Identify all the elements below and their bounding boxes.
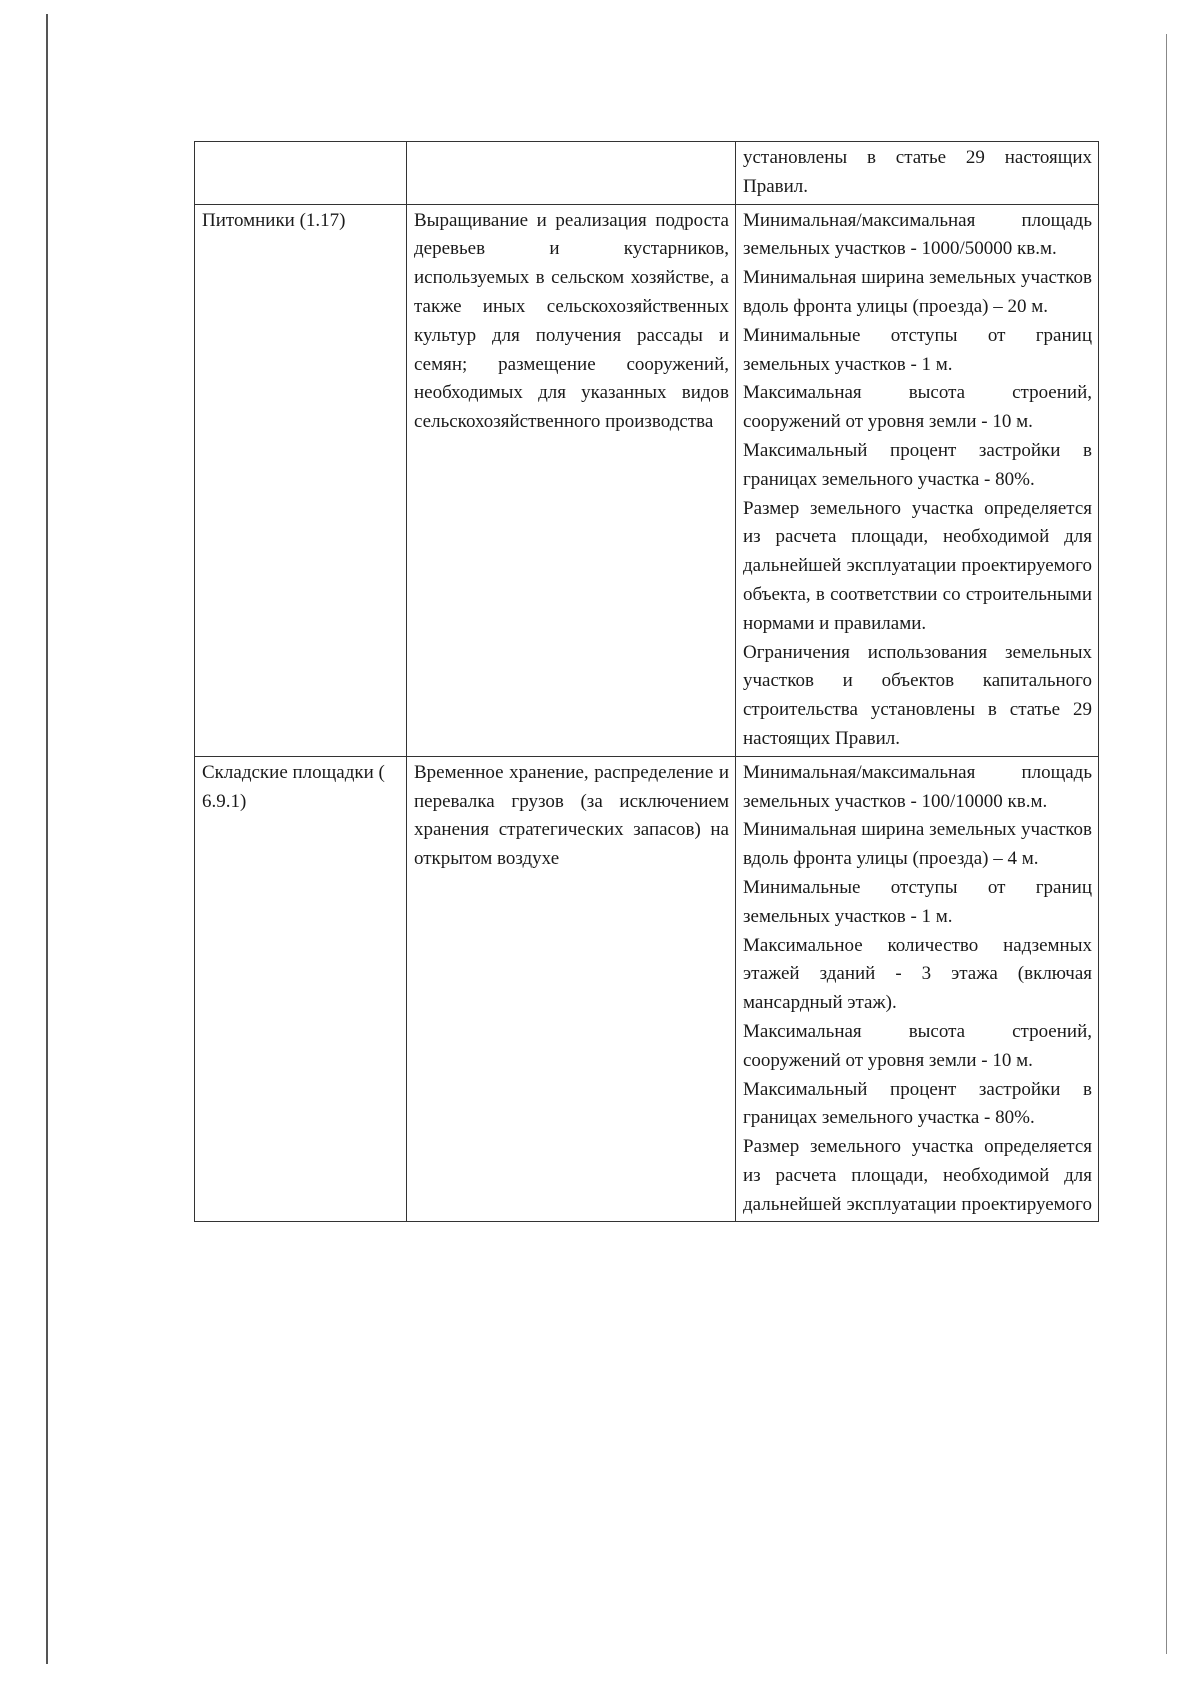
table-row — [195, 204, 1099, 756]
table-row — [195, 756, 1099, 1222]
parameter-text: Минимальная ширина земельных участков вдоль фронта улицы (проезда) – 4 м. — [743, 819, 1092, 870]
parameter-text: Максимальная высота строений, сооружений от уровня земли - 10 м. — [743, 1020, 1092, 1071]
table-row — [195, 142, 1099, 205]
parameter-text: Максимальный процент застройки в границах земельного участка - 80%. — [743, 1078, 1092, 1129]
use-type-cell: Складские площадки ( 6.9.1) — [195, 756, 407, 1222]
parameter-text: Минимальная/максимальная площадь земельных участков - 1000/50000 кв.м. — [743, 209, 1092, 260]
use-description-cell: Выращивание и реализация подроста деревьев и кустарников, используемых в сельском хозяйстве, а также иных сельскохозяйственных культур для получения рассады и семян; размещение сооружений, необходимых для указанных видов сельскохозяйственного производства — [407, 204, 736, 756]
parameter-text: Максимальный процент застройки в границах земельного участка - 80%. — [743, 439, 1092, 490]
land-use-table — [194, 141, 1099, 1222]
parameter-text: Размер земельного участка определяется из расчета площади, необходимой для дальнейшей эксплуатации проектируемого объекта, в соответствии со строительными нормами и правилами. — [743, 497, 1092, 634]
use-type-cell — [195, 142, 407, 205]
parameter-text: установлены в статье 29 настоящих Правил. — [743, 147, 1092, 197]
parameter-text: Минимальная ширина земельных участков вдоль фронта улицы (проезда) – 20 м. — [743, 267, 1092, 317]
parameter-text: Минимальные отступы от границ земельных участков - 1 м. — [743, 876, 1092, 927]
parameter-text: Минимальные отступы от границ земельных участков - 1 м. — [743, 324, 1092, 375]
parameter-text: Максимальное количество надземных этажей зданий - 3 этажа (включая мансардный этаж). — [743, 934, 1092, 1014]
scan-margin-line-right — [1166, 34, 1167, 1654]
scan-margin-line-left — [46, 14, 48, 1664]
parameter-text: Ограничения использования земельных участков и объектов капитального строительства установлены в статье 29 настоящих Правил. — [743, 641, 1092, 749]
use-description-cell: Временное хранение, распределение и перевалка грузов (за исключением хранения стратегических запасов) на открытом воздухе — [407, 756, 736, 1222]
parameters-cell — [736, 142, 1099, 205]
parameters-cell — [736, 756, 1099, 1222]
parameters-cell — [736, 204, 1099, 756]
use-description-cell — [407, 142, 736, 205]
parameter-text: Максимальная высота строений, сооружений от уровня земли - 10 м. — [743, 382, 1092, 433]
parameter-text: Размер земельного участка определяется из расчета площади, необходимой для дальнейшей эксплуатации проектируемого — [743, 1136, 1092, 1215]
parameter-text: Минимальная/максимальная площадь земельных участков - 100/10000 кв.м. — [743, 761, 1092, 812]
use-type-cell: Питомники (1.17) — [195, 204, 407, 756]
